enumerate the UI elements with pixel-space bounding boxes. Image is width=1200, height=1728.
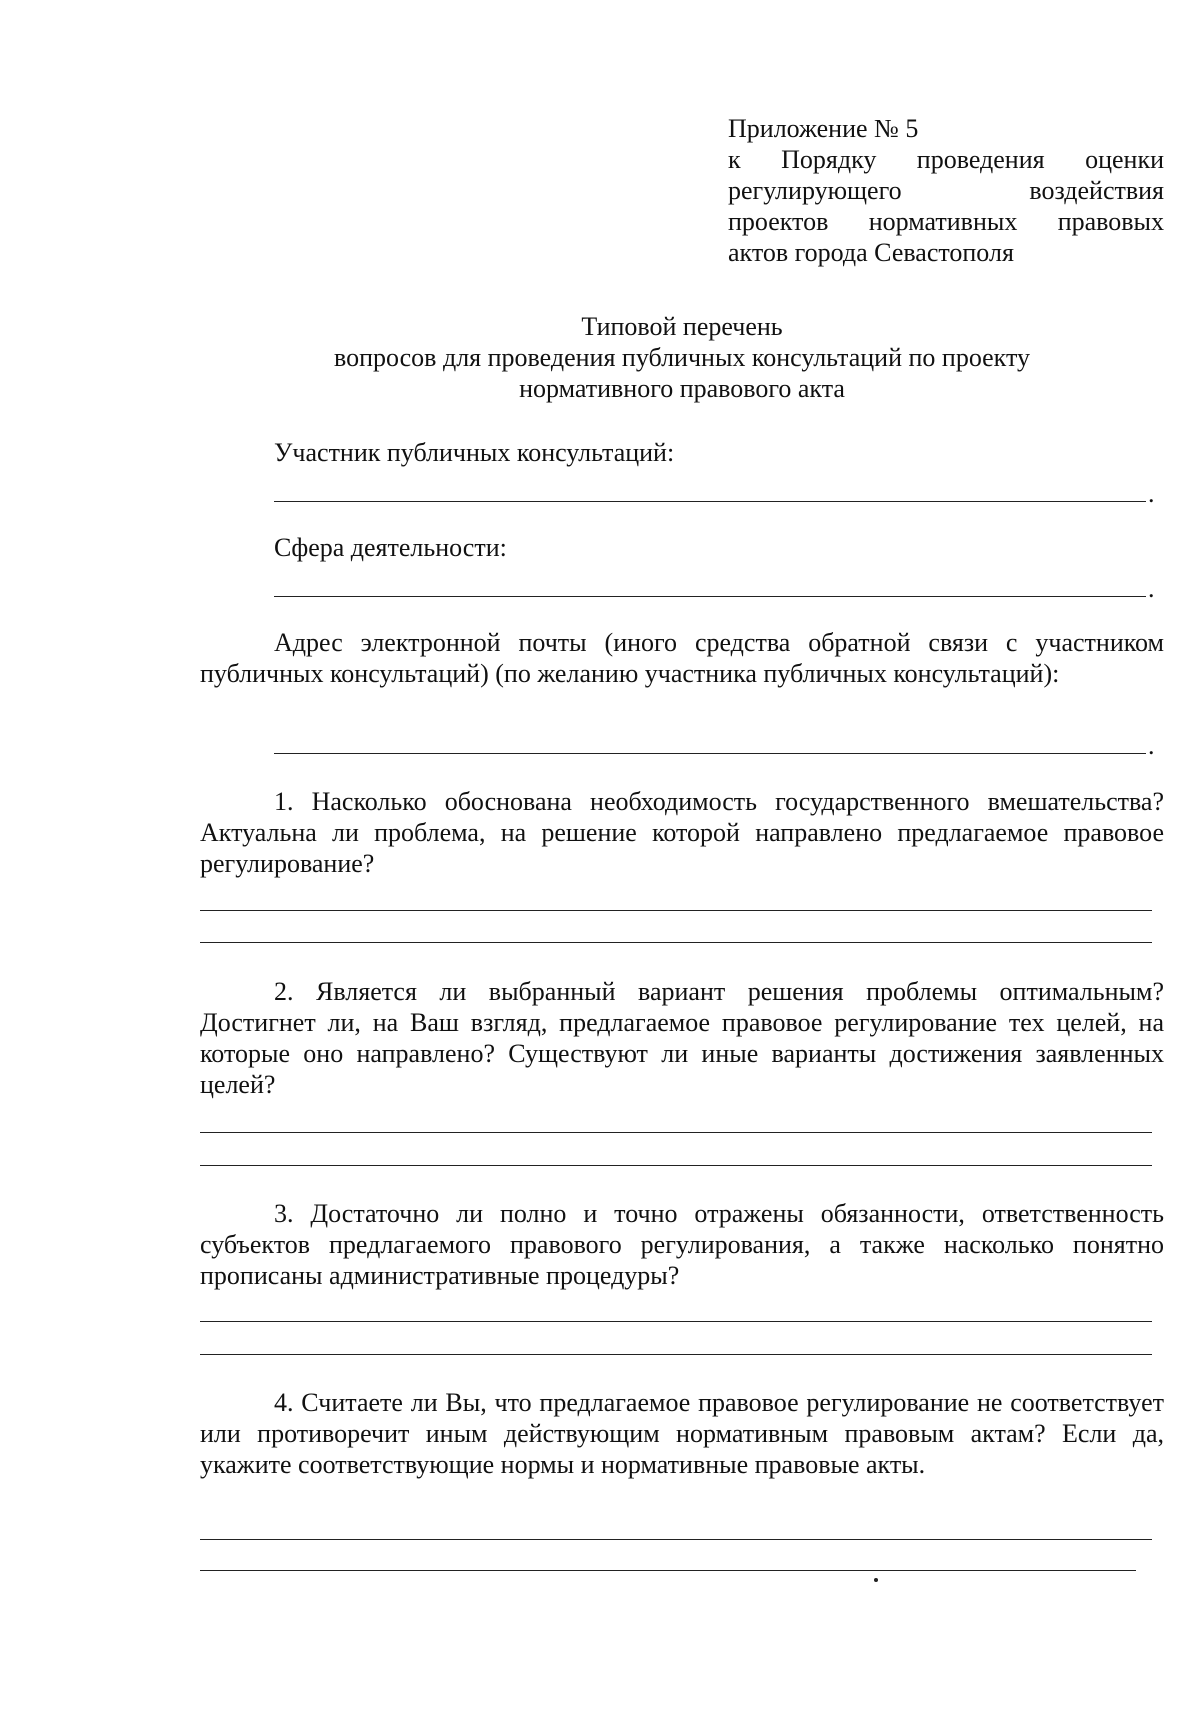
question-3-answer-line-1[interactable] <box>200 1321 1152 1322</box>
title-line-3: нормативного правового акта <box>519 374 845 403</box>
question-2-answer-line-2[interactable] <box>200 1165 1152 1166</box>
email-input-line[interactable] <box>274 753 1146 754</box>
question-3: 3. Достаточно ли полно и точно отражены обязанности, ответственность субъектов предлагаемого правового регулирования, а также насколько понятно прописаны административные процедуры? <box>200 1199 1164 1290</box>
question-3-answer-line-2[interactable] <box>200 1354 1152 1355</box>
question-1-answer-line-1[interactable] <box>200 910 1152 911</box>
scan-speck <box>874 1578 878 1582</box>
title-line-2: вопросов для проведения публичных консультаций по проекту <box>333 343 1030 372</box>
appendix-line-4: проектов нормативных правовых <box>728 207 1164 236</box>
email-label: Адрес электронной почты (иного средства обратной связи с участником публичных консультаций) (по желанию участника публичных консультаций): <box>200 628 1164 688</box>
question-4-answer-line-1[interactable] <box>200 1539 1152 1540</box>
title-line-1: Типовой перечень <box>581 312 783 341</box>
appendix-line-3: регулирующего воздействия <box>728 176 1164 205</box>
sphere-input-line[interactable] <box>274 596 1146 597</box>
document-title <box>200 311 1164 404</box>
appendix-line-2: к Порядку проведения оценки <box>728 145 1164 174</box>
question-2-answer-line-1[interactable] <box>200 1132 1152 1133</box>
question-2: 2. Является ли выбранный вариант решения проблемы оптимальным? Достигнет ли, на Ваш взгляд, предлагаемое правовое регулирование тех целей, на которые оно направлено? Существуют ли иные варианты достижения заявленных целей? <box>200 977 1164 1099</box>
question-4-answer-line-2[interactable] <box>200 1570 1136 1571</box>
sphere-label: Сфера деятельности: <box>274 533 507 562</box>
email-line-end: . <box>1148 731 1155 760</box>
question-4: 4. Считаете ли Вы, что предлагаемое правовое регулирование не соответствует или противоречит иным действующим нормативным правовым актам? Если да, укажите соответствующие нормы и нормативные правовые акты. <box>200 1388 1164 1479</box>
appendix-header <box>728 113 1164 268</box>
appendix-number: Приложение № 5 <box>728 114 919 143</box>
question-1-answer-line-2[interactable] <box>200 942 1152 943</box>
sphere-line-end: . <box>1148 574 1155 603</box>
participant-line-end: . <box>1148 479 1155 508</box>
participant-label: Участник публичных консультаций: <box>274 438 675 467</box>
question-1: 1. Насколько обоснована необходимость государственного вмешательства? Актуальна ли проблема, на решение которой направлено предлагаемое правовое регулирование? <box>200 787 1164 878</box>
participant-input-line[interactable] <box>274 501 1146 502</box>
appendix-line-5: актов города Севастополя <box>728 238 1014 267</box>
